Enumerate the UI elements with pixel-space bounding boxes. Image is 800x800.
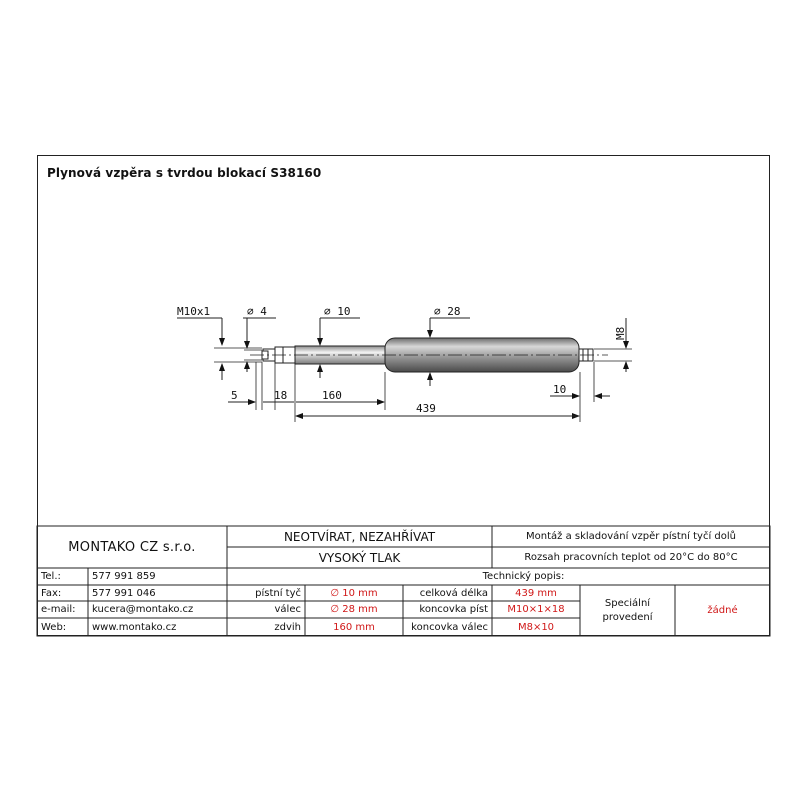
dim-160-label: 160	[322, 389, 342, 402]
contact-label-web: Web:	[41, 621, 67, 633]
tech-label-rod: pístní tyč	[255, 587, 301, 599]
company-name: MONTAKO CZ s.r.o.	[68, 539, 196, 555]
dim-5-label: 5	[231, 389, 238, 402]
dim-d4-label: ⌀ 4	[247, 305, 267, 318]
dim-18-label: 18	[274, 389, 288, 402]
tech-value-piston-end: M10×1×18	[507, 604, 565, 615]
tech-value-stroke: 160 mm	[333, 621, 375, 633]
tech-value-cylinder-end: M8×10	[517, 621, 555, 633]
tech-value-special: žádné	[707, 605, 738, 616]
tech-header: Technický popis:	[482, 571, 565, 582]
note-temperature: Rozsah pracovních teplot od 20°C do 80°C	[524, 552, 738, 563]
dim-m10x1-label: M10x1	[177, 305, 211, 318]
dim-d28-label: ⌀ 28	[434, 305, 461, 318]
contact-label-tel: Tel.:	[41, 571, 61, 582]
dim-10-label: 10	[553, 383, 567, 396]
dim-d10-label: ⌀ 10	[324, 305, 351, 318]
tech-value-rod: ∅ 10 mm	[330, 587, 378, 599]
drawing-title: Plynová vzpěra s tvrdou blokací S38160	[47, 166, 322, 180]
tech-value-length: 439 mm	[515, 587, 557, 599]
dim-439-label: 439	[416, 402, 436, 415]
contact-label-fax: Fax:	[41, 587, 62, 599]
tech-value-cylinder: ∅ 28 mm	[330, 604, 378, 615]
warning-line-2: VYSOKÝ TLAK	[318, 550, 401, 565]
tech-label-piston-end: koncovka píst	[419, 604, 488, 615]
tech-label-stroke: zdvih	[274, 621, 301, 633]
tech-label-cylinder-end: koncovka válec	[411, 621, 488, 633]
contact-label-email: e-mail:	[41, 604, 76, 615]
dim-m8-label: M8	[614, 326, 627, 340]
tech-label-length: celková délka	[419, 587, 488, 599]
tech-label-cylinder: válec	[274, 604, 301, 615]
contact-value-tel: 577 991 859	[92, 571, 156, 582]
contact-value-web[interactable]: www.montako.cz	[92, 621, 177, 633]
note-mounting: Montáž a skladování vzpěr pístní tyčí dolů	[526, 531, 736, 542]
contact-value-email[interactable]: kucera@montako.cz	[92, 604, 194, 615]
contact-value-fax: 577 991 046	[92, 587, 156, 599]
warning-line-1: NEOTVÍRAT, NEZAHŘÍVAT	[283, 529, 436, 544]
tech-label-special: Speciální provedení	[602, 597, 653, 623]
